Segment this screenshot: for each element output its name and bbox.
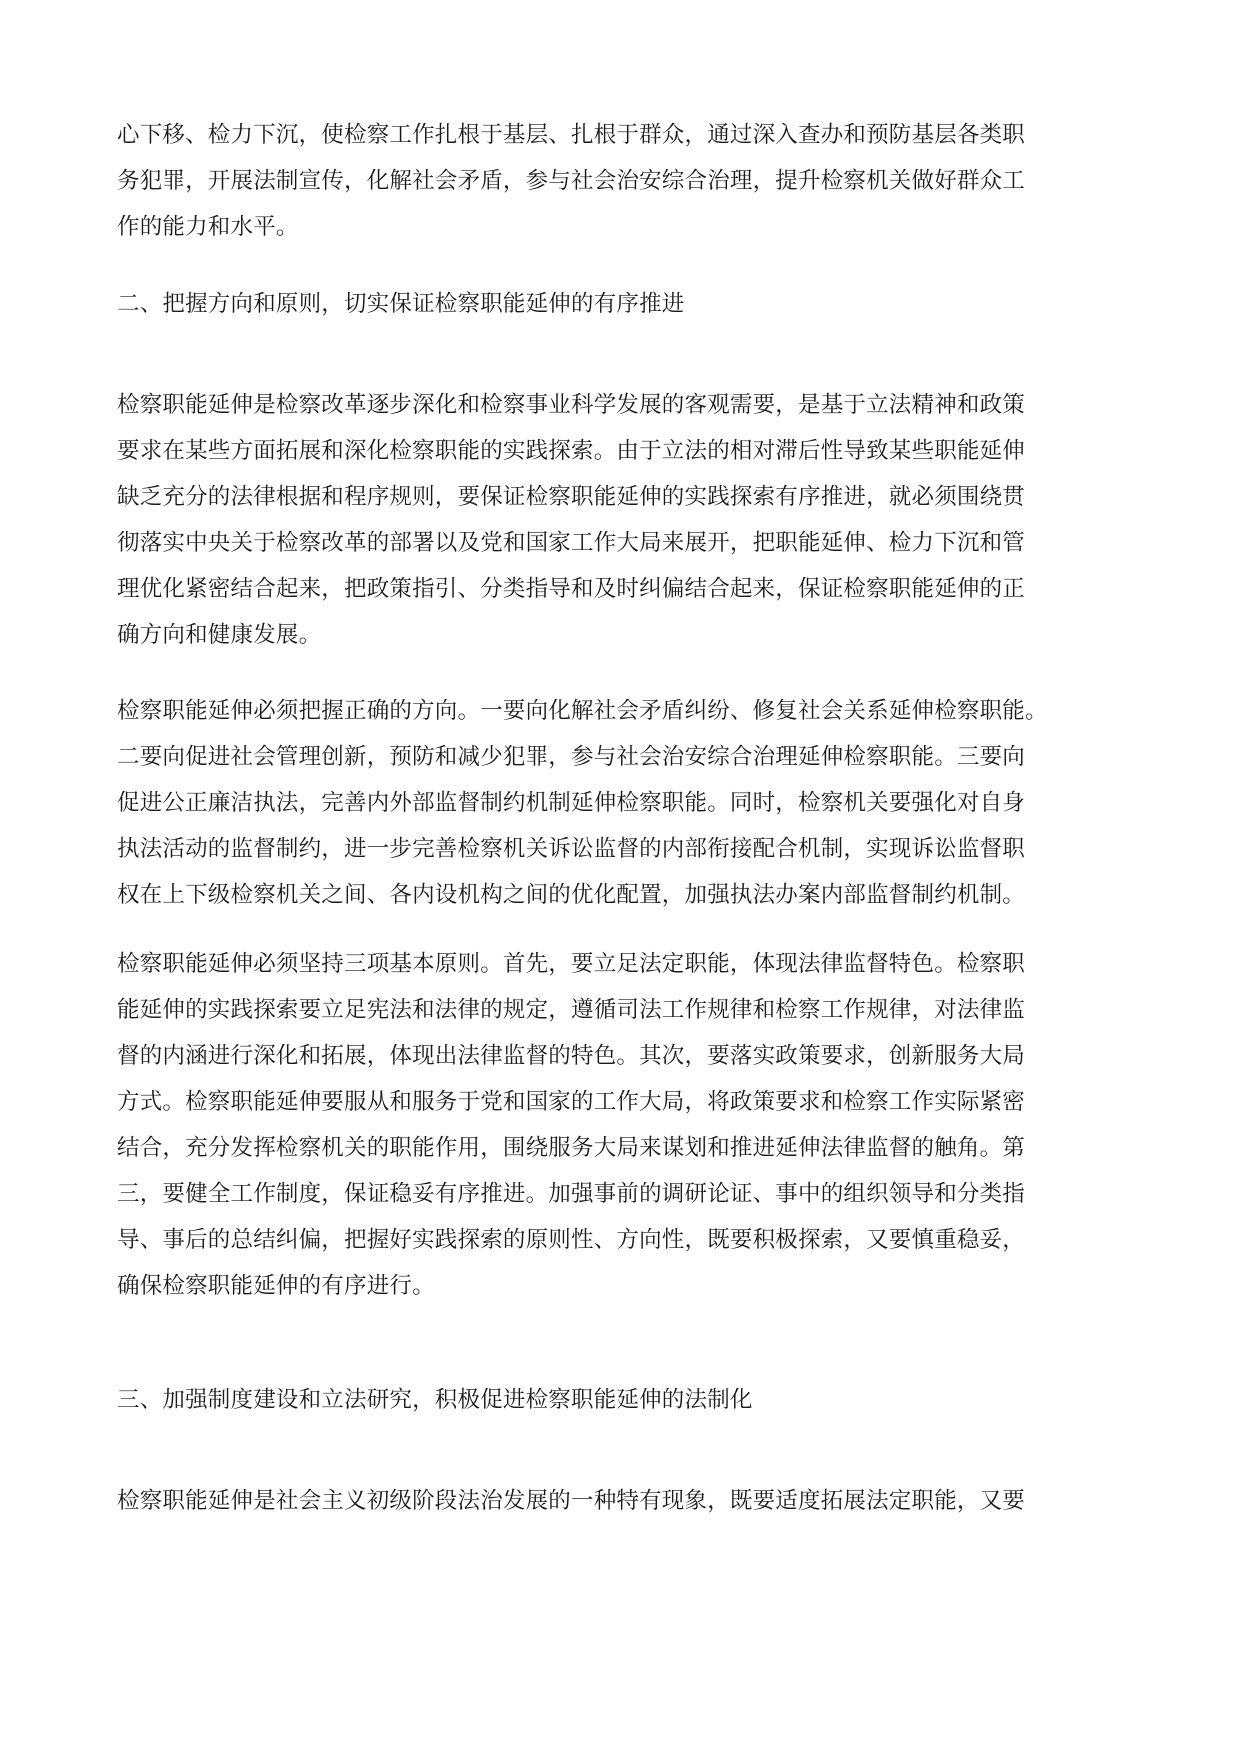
paragraph-legalization xyxy=(117,1478,1124,1524)
paragraph-three-principles xyxy=(117,941,1124,1309)
text-line: 督的内涵进行深化和拓展，体现出法律监督的特色。其次，要落实政策要求，创新服务大局 xyxy=(117,1043,1026,1069)
heading-text: 二、把握方向和原则，切实保证检察职能延伸的有序推进 xyxy=(117,291,685,317)
text-line: 确方向和健康发展。 xyxy=(117,622,322,648)
text-line: 确保检察职能延伸的有序进行。 xyxy=(117,1273,435,1299)
text-line: 促进公正廉洁执法，完善内外部监督制约机制延伸检察职能。同时，检察机关要强化对自身 xyxy=(117,790,1026,816)
text-line: 务犯罪，开展法制宣传，化解社会矛盾，参与社会治安综合治理，提升检察机关做好群众工 xyxy=(117,168,1026,194)
text-line: 检察职能延伸必须把握正确的方向。一要向化解社会矛盾纠纷、修复社会关系延伸检察职能。 xyxy=(117,698,1048,724)
text-line: 要求在某些方面拓展和深化检察职能的实践探索。由于立法的相对滞后性导致某些职能延伸 xyxy=(117,438,1026,464)
text-line: 检察职能延伸必须坚持三项基本原则。首先，要立足法定职能，体现法律监督特色。检察职 xyxy=(117,951,1026,977)
text-line: 理优化紧密结合起来，把政策指引、分类指导和及时纠偏结合起来，保证检察职能延伸的正 xyxy=(117,576,1026,602)
text-line: 能延伸的实践探索要立足宪法和法律的规定，遵循司法工作规律和检察工作规律，对法律监 xyxy=(117,997,1026,1023)
paragraph-correct-direction xyxy=(117,688,1124,918)
section-heading-3 xyxy=(117,1377,1124,1423)
text-line: 方式。检察职能延伸要服从和服务于党和国家的工作大局，将政策要求和检察工作实际紧密 xyxy=(117,1089,1026,1115)
text-line: 结合，充分发挥检察机关的职能作用，围绕服务大局来谋划和推进延伸法律监督的触角。第 xyxy=(117,1135,1026,1161)
text-line: 检察职能延伸是社会主义初级阶段法治发展的一种特有现象，既要适度拓展法定职能，又要 xyxy=(117,1488,1026,1514)
text-line: 执法活动的监督制约，进一步完善检察机关诉讼监督的内部衔接配合机制，实现诉讼监督职 xyxy=(117,836,1026,862)
text-line: 作的能力和水平。 xyxy=(117,214,299,240)
paragraph-continuation xyxy=(117,112,1124,250)
text-line: 导、事后的总结纠偏，把握好实践探索的原则性、方向性，既要积极探索，又要慎重稳妥， xyxy=(117,1227,1026,1253)
text-line: 检察职能延伸是检察改革逐步深化和检察事业科学发展的客观需要，是基于立法精神和政策 xyxy=(117,392,1026,418)
text-line: 彻落实中央关于检察改革的部署以及党和国家工作大局来展开，把职能延伸、检力下沉和管 xyxy=(117,530,1026,556)
text-line: 缺乏充分的法律根据和程序规则，要保证检察职能延伸的实践探索有序推进，就必须围绕贯 xyxy=(117,484,1026,510)
text-line: 三，要健全工作制度，保证稳妥有序推进。加强事前的调研论证、事中的组织领导和分类指 xyxy=(117,1181,1026,1207)
text-line: 心下移、检力下沉，使检察工作扎根于基层、扎根于群众，通过深入查办和预防基层各类职 xyxy=(117,122,1026,148)
text-line: 二要向促进社会管理创新，预防和减少犯罪，参与社会治安综合治理延伸检察职能。三要向 xyxy=(117,744,1026,770)
section-heading-2 xyxy=(117,281,1124,327)
heading-text: 三、加强制度建设和立法研究，积极促进检察职能延伸的法制化 xyxy=(117,1387,753,1413)
text-line: 权在上下级检察机关之间、各内设机构之间的优化配置，加强执法办案内部监督制约机制。 xyxy=(117,882,1026,908)
paragraph-functional-extension xyxy=(117,382,1124,658)
